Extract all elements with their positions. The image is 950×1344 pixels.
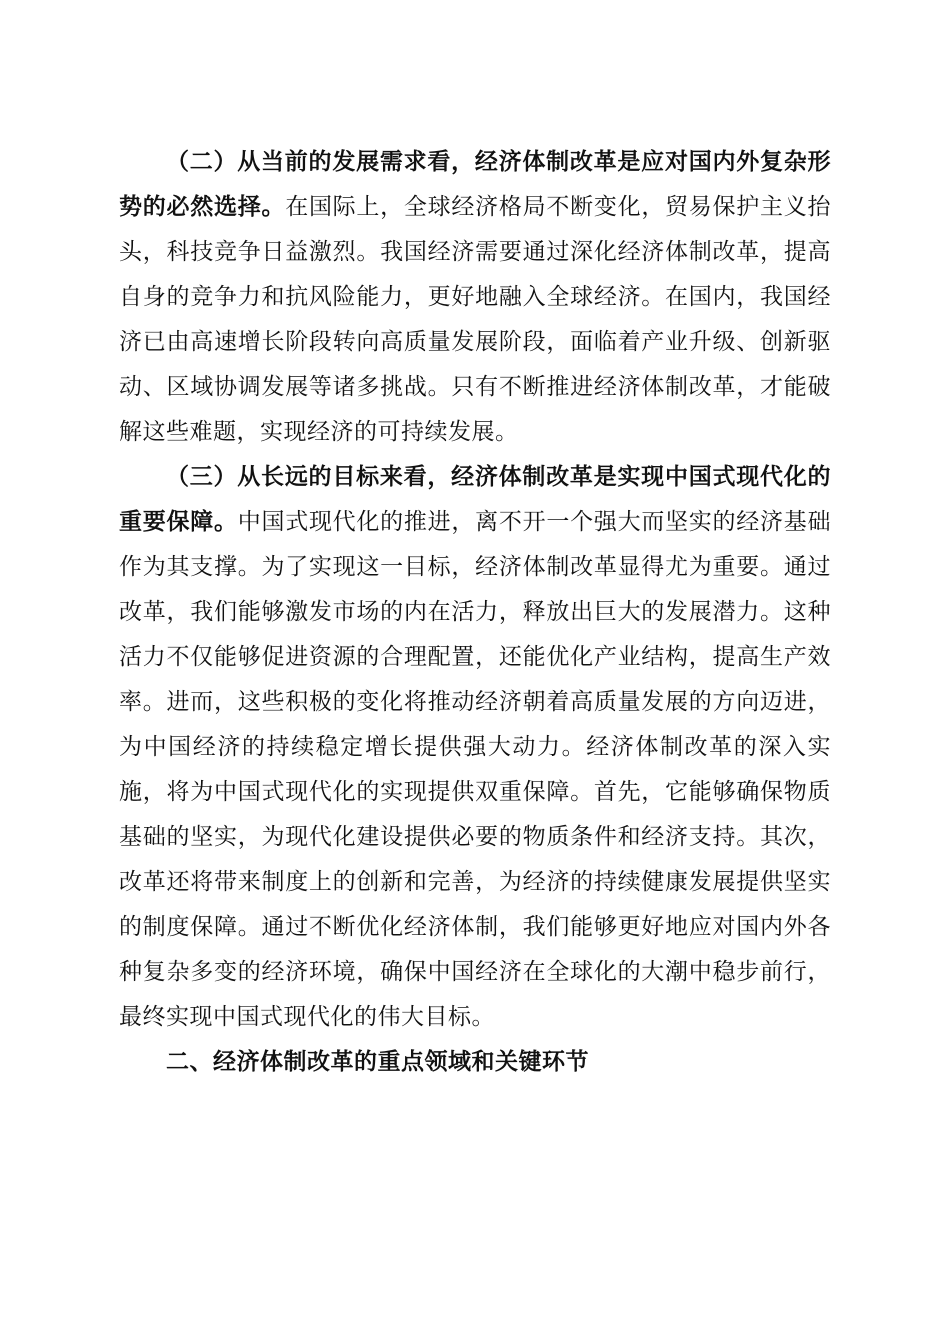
section-heading: 二、经济体制改革的重点领域和关键环节 — [166, 1049, 589, 1075]
paragraph-body-text: 中国式现代化的推进，离不开一个强大而坚实的经济基础作为其支撑。为了实现这一目标，经济体制改革显得尤为重要。通过改革，我们能够激发市场的内在活力，释放出巨大的发展潜力。这种活力不仅能够促进资源的合理配置，还能优化产业结构，提高生产效率。进而，这些积极的变化将推动经济朝着高质量发展的方向迈进，为中国经济的持续稳定增长提供强大动力。经济体制改革的深入实施，将为中国式现代化的实现提供双重保障。首先，它能够确保物质基础的坚实，为现代化建设提供必要的物质条件和经济支持。其次，改革还将带来制度上的创新和完善，为经济的持续健康发展提供坚实的制度保障。通过不断优化经济体制，我们能够更好地应对国内外各种复杂多变的经济环境，确保中国经济在全球化的大潮中稳步前行，最终实现中国式现代化的伟大目标。 — [119, 509, 832, 1030]
document-body — [119, 140, 831, 1085]
paragraph-development-needs — [119, 140, 831, 455]
paragraph-long-term-goals — [119, 455, 831, 1040]
paragraph-body-text: 在国际上，全球经济格局不断变化，贸易保护主义抬头，科技竞争日益激烈。我国经济需要通过深化经济体制改革，提高自身的竞争力和抗风险能力，更好地融入全球经济。在国内，我国经济已由高速增长阶段转向高质量发展阶段，面临着产业升级、创新驱动、区域协调发展等诸多挑战。只有不断推进经济体制改革，才能破解这些难题，实现经济的可持续发展。 — [119, 194, 832, 445]
paragraph-lead-sentence: （二）从当前的发展需求看，经济体制改革是应对国内外复杂形势的必然选择。 — [119, 149, 831, 220]
paragraph-lead-sentence: （三）从长远的目标来看，经济体制改革是实现中国式现代化的重要保障。 — [119, 464, 831, 535]
